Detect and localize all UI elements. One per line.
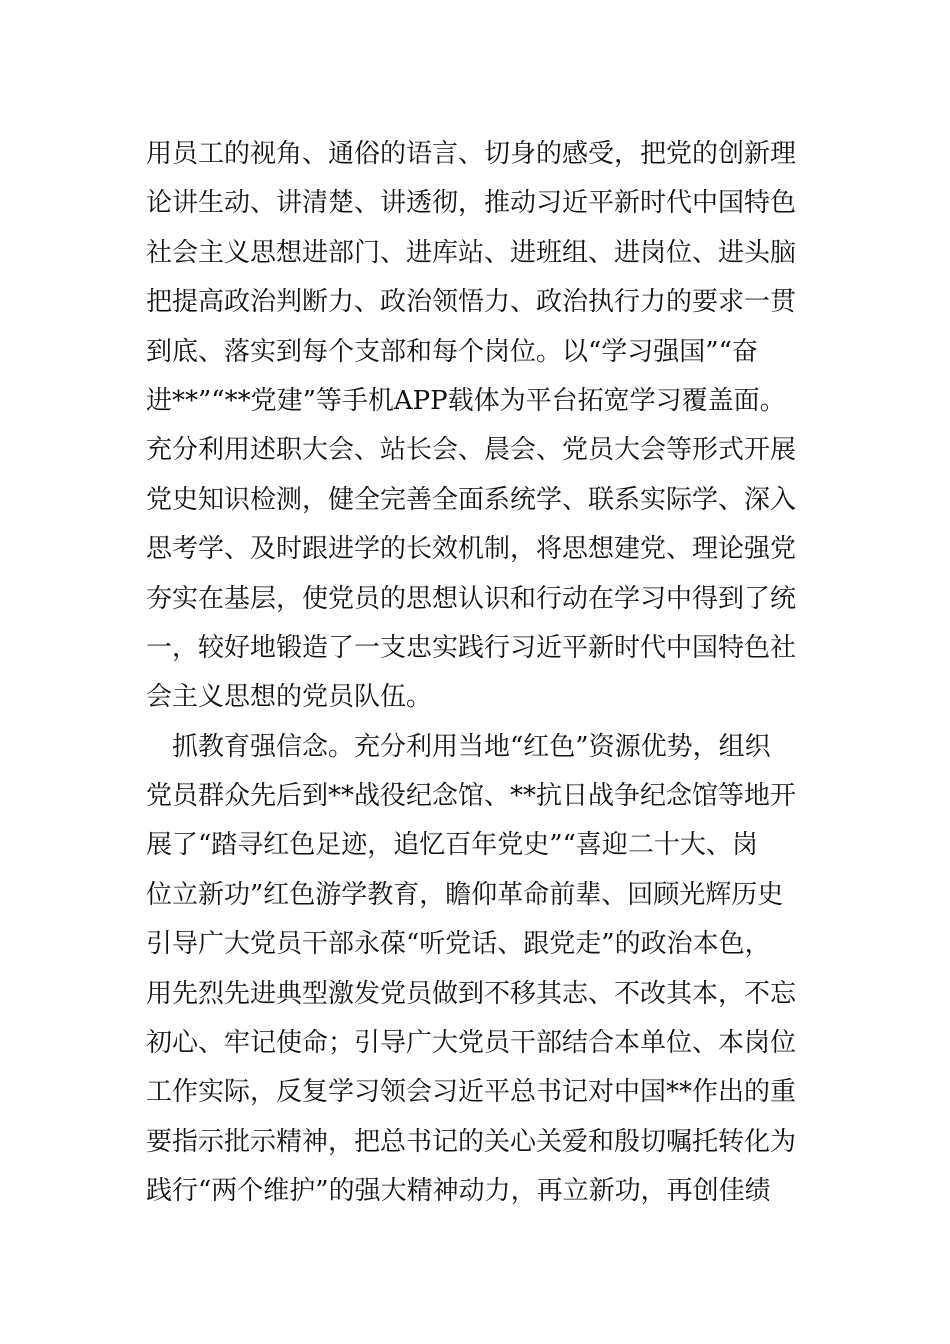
text-line: 社会主义思想进部门、进库站、进班组、进岗位、进头脑 xyxy=(146,237,797,268)
text-line: 党史知识检测，健全完善全面系统学、联系实际学、深入 xyxy=(146,484,797,515)
text-line: 要指示批示精神，把总书记的关心关爱和殷切嘱托转化为 xyxy=(146,1126,797,1157)
text-line: 思考学、及时跟进学的长效机制，将思想建党、理论强党 xyxy=(146,534,797,565)
text-line: 抓教育强信念。充分利用当地“红色”资源优势，组织 xyxy=(146,731,771,762)
text-line: 用先烈先进典型激发党员做到不移其志、不改其本，不忘 xyxy=(146,978,797,1009)
text-line: 引导广大党员干部永葆“听党话、跟党走”的政治本色， xyxy=(146,929,771,960)
text-line: 充分利用述职大会、站长会、晨会、党员大会等形式开展 xyxy=(146,435,797,466)
text-line: 进**”“**党建”等手机APP载体为平台拓宽学习覆盖面。 xyxy=(146,385,786,416)
body-text xyxy=(146,130,816,1217)
text-line: 会主义思想的党员队伍。 xyxy=(146,682,433,713)
text-line: 一，较好地锻造了一支忠实践行习近平新时代中国特色社 xyxy=(146,632,797,663)
text-line: 工作实际，反复学习领会习近平总书记对中国**作出的重 xyxy=(146,1077,797,1108)
text-line: 到底、落实到每个支部和每个岗位。以“学习强国”“奋 xyxy=(146,336,758,367)
text-line: 践行“两个维护”的强大精神动力，再立新功，再创佳绩 xyxy=(146,1176,771,1207)
text-line: 党员群众先后到**战役纪念馆、**抗日战争纪念馆等地开 xyxy=(146,781,797,812)
text-line: 位立新功”红色游学教育，瞻仰革命前辈、回顾光辉历史 xyxy=(146,879,784,910)
text-line: 展了“踏寻红色足迹，追忆百年党史”“喜迎二十大、岗 xyxy=(146,830,758,861)
text-line: 初心、牢记使命；引导广大党员干部结合本单位、本岗位 xyxy=(146,1028,797,1059)
text-line: 论讲生动、讲清楚、讲透彻，推动习近平新时代中国特色 xyxy=(146,188,797,219)
text-line: 用员工的视角、通俗的语言、切身的感受，把党的创新理 xyxy=(146,139,797,169)
text-line: 夯实在基层，使党员的思想认识和行动在学习中得到了统 xyxy=(146,583,797,614)
text-line: 把提高政治判断力、政治领悟力、政治执行力的要求一贯 xyxy=(146,287,797,318)
